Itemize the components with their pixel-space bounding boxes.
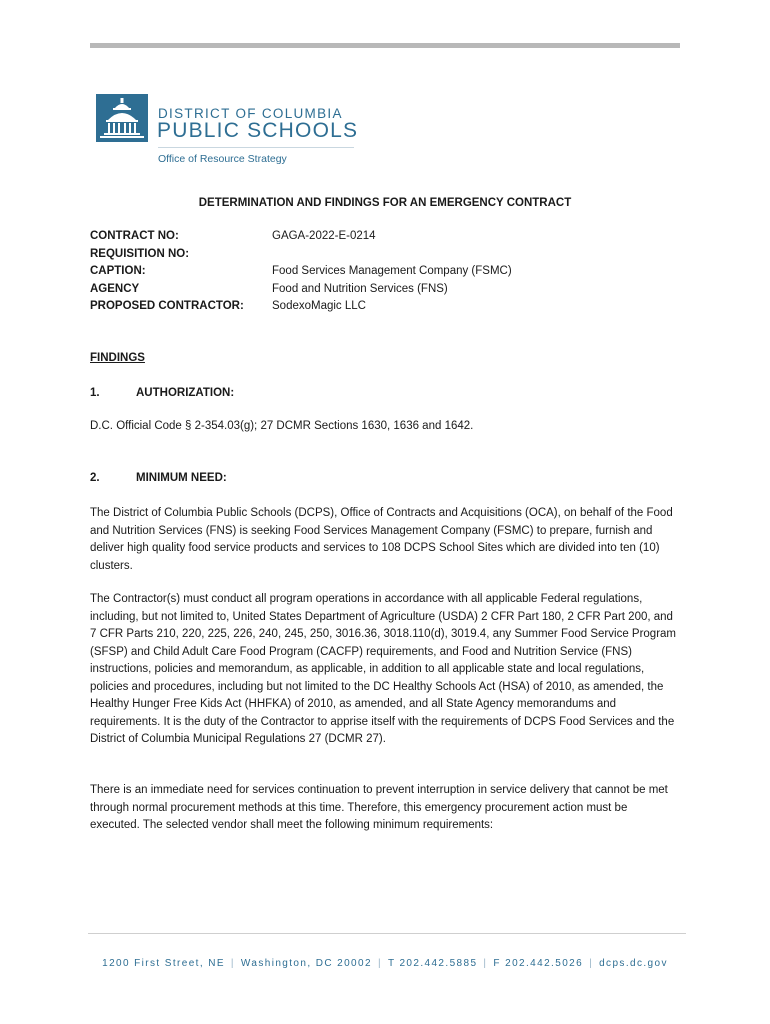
logo-divider [158,147,354,148]
field-value: SodexoMagic LLC [272,300,366,312]
section-title: AUTHORIZATION: [136,387,235,399]
footer-rule [88,933,686,934]
logo-line-district: DISTRICT OF COLUMBIA [158,106,343,121]
field-value: GAGA-2022-E-0214 [272,230,376,242]
section-2-paragraph-3: There is an immediate need for services continuation to prevent interruption in service delivery that cannot be met through normal procurement methods at this time. Therefore, this emergency procurement action must be executed. The selected vendor shall meet the following minimum requirements: [90,784,668,831]
field-label: REQUISITION NO: [90,247,190,260]
header-rule [90,43,680,48]
footer-phone: T 202.442.5885 [387,958,478,969]
field-label: CAPTION: [90,265,146,277]
section-2-heading [90,470,227,488]
field-label: PROPOSED CONTRACTOR: [90,300,244,312]
logo-line-office: Office of Resource Strategy [158,153,287,165]
section-number: 1. [90,387,100,399]
footer-website: dcps.dc.gov [599,958,668,969]
section-number: 2. [90,472,100,484]
field-value: Food and Nutrition Services (FNS) [272,282,448,295]
section-1-heading [90,385,234,403]
capitol-dome-icon [96,94,148,142]
section-1-text: D.C. Official Code § 2-354.03(g); 27 DCMR Sections 1630, 1636 and 1642. [90,420,474,432]
section-2-paragraph-2: The Contractor(s) must conduct all program operations in accordance with all applicable Federal regulations, including, but not limited to, United States Department of Agriculture (USDA) 2 CFR Part 180, 2 CFR Part 200, and 7 CFR Parts 210, 220, 225, 226, 240, 245, 250, 3016.36, 3018.110(d), 3019.4, any Summer Food Service Program (SFSP) and Child Adult Care Food Program (CACFP) requirements, and Food and Nutrition Service (FNS) instructions, policies and memorandum, as applicable, in addition to all applicable state and local regulations, policies and procedures, including but not limited to the DC Healthy Schools Act (HSA) of 2010, as amended, the Healthy Hunger Free Kids Act (HHFKA) of 2010, as amended, and all State Agency memorandums and requirements. It is the duty of the Contractor to apprise itself with the requirements of DCPS Food Services and the District of Columbia Municipal Regulations 27 (DCMR 27). [90,593,677,745]
findings-heading: FINDINGS [90,352,145,364]
document-title: DETERMINATION AND FINDINGS FOR AN EMERGENCY CONTRACT [198,197,572,209]
field-label: CONTRACT NO: [90,230,179,242]
dcps-logo [96,92,366,170]
logo-line-public-schools: PUBLIC SCHOOLS [157,119,359,142]
footer [0,958,770,969]
footer-city: Washington, DC 20002 [240,958,372,969]
footer-separator: | [377,958,382,969]
field-value: Food Services Management Company (FSMC) [272,265,512,277]
footer-address: 1200 First Street, NE [102,958,225,969]
section-title: MINIMUM NEED: [136,472,227,484]
footer-separator: | [230,958,235,969]
footer-fax: F 202.442.5026 [493,958,584,969]
field-label: AGENCY [90,282,140,295]
footer-separator: | [483,958,488,969]
section-2-paragraph-1: The District of Columbia Public Schools (DCPS), Office of Contracts and Acquisitions (OCA), on behalf of the Food and Nutrition Services (FNS) is seeking Food Services Management Company (FSMC) to prepare, furnish and deliver high quality food service products and services to 108 DCPS School Sites which are divided into ten (10) clusters. [90,507,673,572]
footer-separator: | [589,958,594,969]
